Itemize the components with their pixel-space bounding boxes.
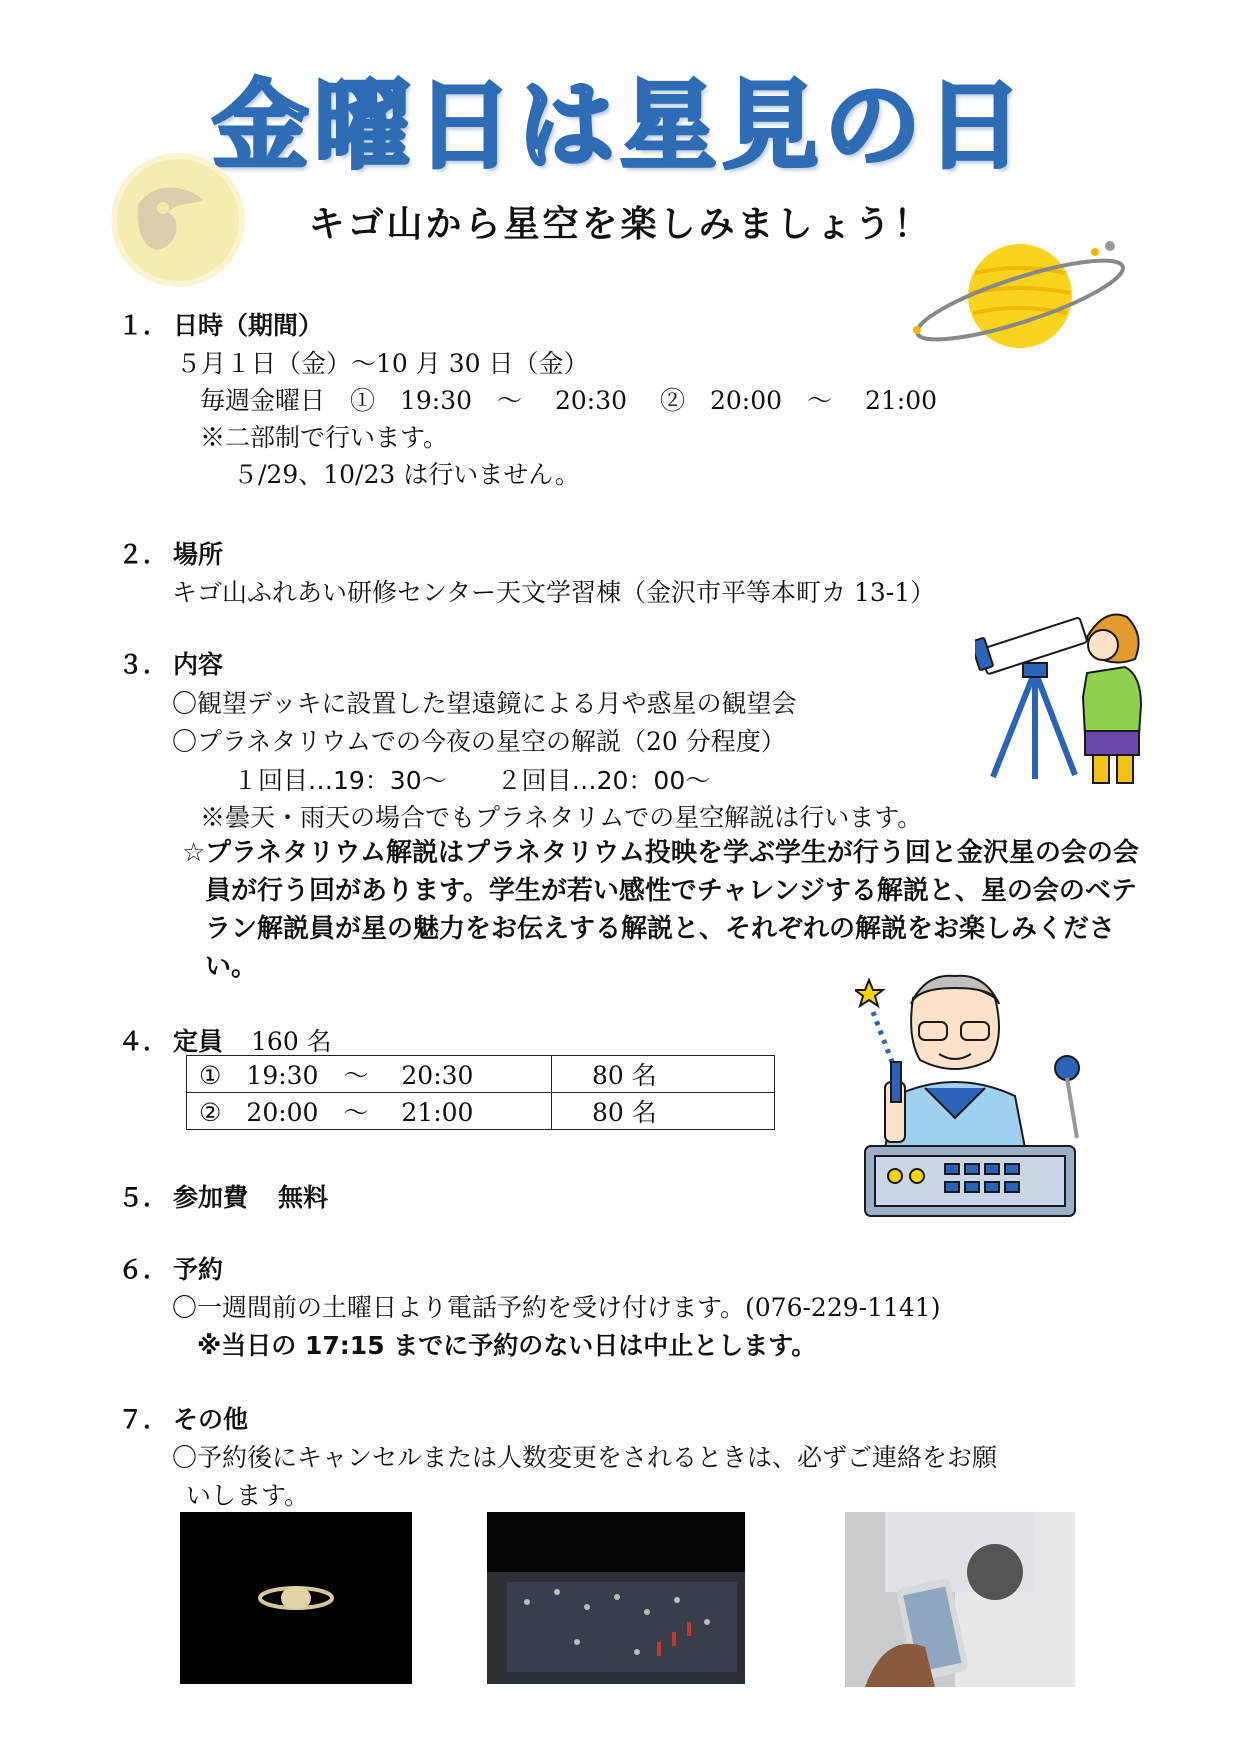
session-times: １回目…19：30～ ２回目…20：00～: [233, 766, 711, 795]
section-title: 参加費: [173, 1183, 249, 1212]
capacity-total: 160 名: [251, 1027, 332, 1056]
period-text: ５月１日（金）～10 月 30 日（金）: [176, 349, 589, 378]
content-item-planetarium: 〇プラネタリウムでの今夜の星空の解説（20 分程度）: [172, 727, 786, 756]
section-number: ６．: [118, 1255, 169, 1284]
section-number: ５．: [118, 1183, 169, 1212]
section-number: ４．: [118, 1027, 169, 1056]
observation-deck-photo: [487, 1512, 745, 1684]
other-note-line1: 〇予約後にキャンセルまたは人数変更をされるときは、必ずご連絡をお願: [172, 1443, 998, 1472]
section-7-heading: [118, 1400, 248, 1436]
other-note-line2: いします。: [186, 1481, 310, 1510]
section-title: 場所: [173, 540, 224, 569]
two-part-note: ※二部制で行います。: [200, 423, 449, 452]
planetarium-note: [182, 834, 1145, 986]
planetarium-note-text: プラネタリウム解説はプラネタリウム投映を学ぶ学生が行う回と金沢星の会の会員が行う回があります。学生が若い感性でチャレンジする解説と、星の会のベテラン解説員が星の魅力をお伝えする解説と、それぞれの解説をお楽しみください。: [205, 838, 1139, 982]
smartphone-telescope-photo: [845, 1512, 1075, 1687]
saturn-photo: [180, 1512, 412, 1684]
section-title: 内容: [173, 650, 224, 679]
cancellation-note: ※当日の 17:15 までに予約のない日は中止とします。: [197, 1331, 817, 1360]
table-cell-time: ① 19:30 ～ 20:30: [187, 1056, 552, 1093]
section-number: ３．: [118, 650, 169, 679]
reservation-phone: 〇一週間前の土曜日より電話予約を受け付けます。(076-229-1141): [172, 1293, 941, 1322]
section-title: 予約: [173, 1255, 224, 1284]
subtitle: キゴ山から星空を楽しみましょう！: [308, 204, 933, 245]
table-row: [187, 1093, 775, 1130]
capacity-table: [186, 1055, 775, 1130]
table-cell-time: ② 20:00 ～ 21:00: [187, 1093, 552, 1130]
telescope-girl-illustration: [975, 605, 1150, 790]
section-2-heading: [118, 535, 223, 571]
planetarium-operator-illustration: [855, 968, 1125, 1238]
page-title: 金曜日は星見の日: [212, 70, 1029, 182]
section-3-heading: [118, 645, 223, 681]
table-cell-count: 80 名: [552, 1056, 775, 1093]
section-title: 日時（期間）: [173, 311, 324, 340]
section-6-heading: [118, 1250, 223, 1286]
content-item-observation: 〇観望デッキに設置した望遠鏡による月や惑星の観望会: [172, 689, 797, 718]
fee-value: 無料: [278, 1183, 329, 1212]
weekly-schedule: 毎週金曜日 ① 19:30 ～ 20:30 ② 20:00 ～ 21:00: [200, 386, 938, 415]
section-1-heading: [118, 306, 323, 342]
star-icon: ☆: [182, 838, 206, 868]
saturn-icon: [905, 238, 1135, 348]
table-cell-count: 80 名: [552, 1093, 775, 1130]
place-text: キゴ山ふれあい研修センター天文学習棟（金沢市平等本町カ 13-1）: [172, 578, 936, 607]
excluded-dates: ５/29、10/23 は行いません。: [233, 460, 580, 489]
table-row: [187, 1056, 775, 1093]
section-5-heading: [118, 1178, 328, 1214]
section-number: ７．: [118, 1405, 169, 1434]
section-title: その他: [173, 1405, 249, 1434]
section-title: 定員: [173, 1027, 224, 1056]
section-number: ２．: [118, 540, 169, 569]
section-number: １．: [118, 311, 169, 340]
weather-note: ※曇天・雨天の場合でもプラネタリムでの星空解説は行います。: [200, 803, 923, 832]
section-4-heading: [118, 1022, 332, 1058]
